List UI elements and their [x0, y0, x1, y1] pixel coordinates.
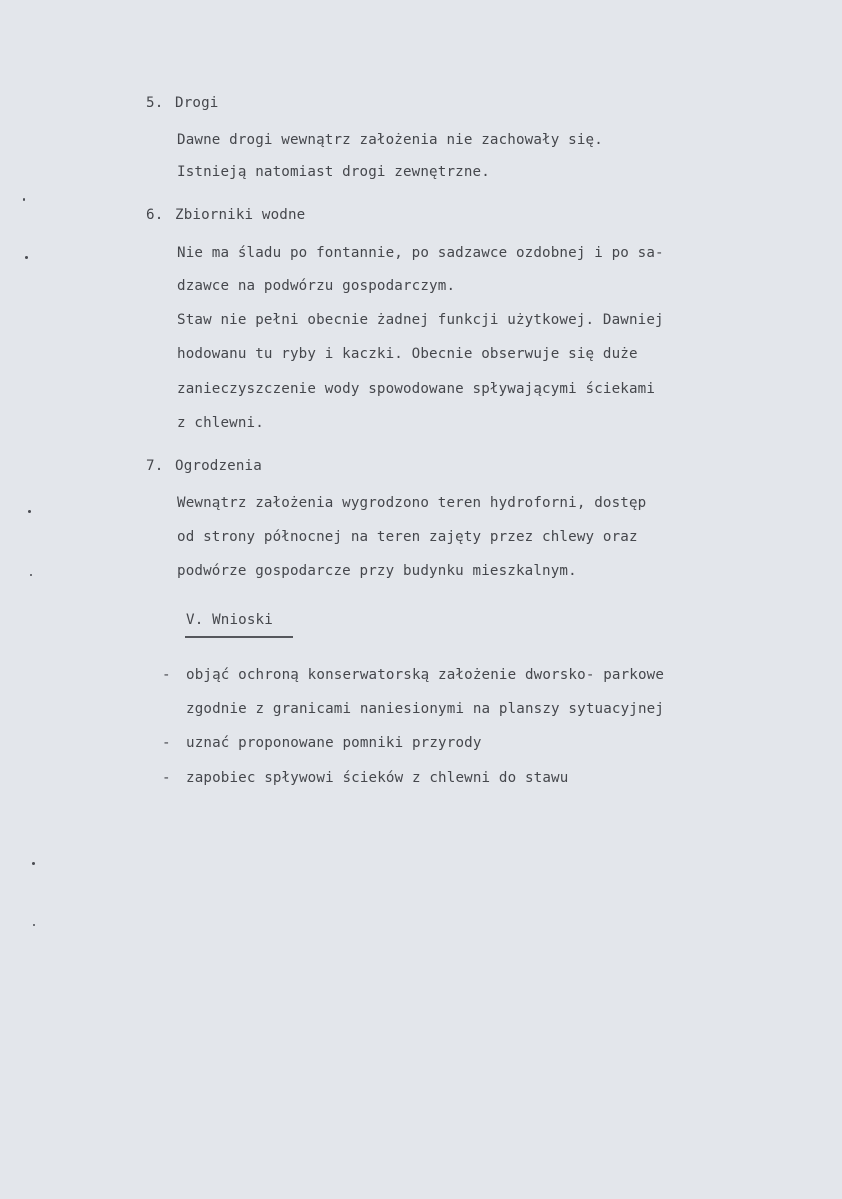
- conclusions-bullet-3: -: [162, 770, 171, 786]
- section-5-title: Drogi: [175, 95, 219, 111]
- conclusions-heading: V. Wnioski: [186, 612, 273, 628]
- section-6-line-2: dzawce na podwórzu gospodarczym.: [177, 278, 456, 294]
- paper-speck: [28, 510, 31, 513]
- section-7-title: Ogrodzenia: [175, 458, 262, 474]
- section-7-number: 7.: [146, 458, 164, 474]
- section-6-number: 6.: [146, 207, 164, 223]
- paper-speck: [32, 862, 35, 865]
- conclusions-item-2: uznać proponowane pomniki przyrody: [186, 735, 482, 751]
- section-6-line-3: Staw nie pełni obecnie żadnej funkcji użytkowej. Dawniej: [177, 312, 664, 328]
- conclusions-item-1: objąć ochroną konserwatorską założenie dworsko- parkowe: [186, 667, 665, 683]
- conclusions-item-3: zapobiec spływowi ścieków z chlewni do stawu: [186, 770, 569, 786]
- paper-speck: [25, 256, 28, 259]
- section-6-line-5: zanieczyszczenie wody spowodowane spływającymi ściekami: [177, 381, 656, 397]
- conclusions-bullet-1: -: [162, 667, 171, 683]
- section-7-line-2: od strony północnej na teren zajęty przez chlewy oraz: [177, 529, 638, 545]
- section-6-line-1: Nie ma śladu po fontannie, po sadzawce ozdobnej i po sa-: [177, 245, 664, 261]
- section-6-line-4: hodowanu tu ryby i kaczki. Obecnie obserwuje się duże: [177, 346, 638, 362]
- section-5-number: 5.: [146, 95, 164, 111]
- section-7-line-3: podwórze gospodarcze przy budynku mieszkalnym.: [177, 563, 577, 579]
- section-6-title: Zbiorniki wodne: [175, 207, 306, 223]
- conclusions-heading-underline: [185, 636, 293, 638]
- paper-speck: [30, 574, 32, 576]
- conclusions-item-1-continued: zgodnie z granicami naniesionymi na planszy sytuacyjnej: [186, 701, 665, 717]
- section-5-line-2: Istnieją natomiast drogi zewnętrzne.: [177, 164, 490, 180]
- section-6-line-6: z chlewni.: [177, 415, 264, 431]
- paper-speck: [23, 198, 25, 201]
- conclusions-bullet-2: -: [162, 735, 171, 751]
- paper-speck: [33, 924, 35, 926]
- section-5-line-1: Dawne drogi wewnątrz założenia nie zachowały się.: [177, 132, 603, 148]
- section-7-line-1: Wewnątrz założenia wygrodzono teren hydroforni, dostęp: [177, 495, 647, 511]
